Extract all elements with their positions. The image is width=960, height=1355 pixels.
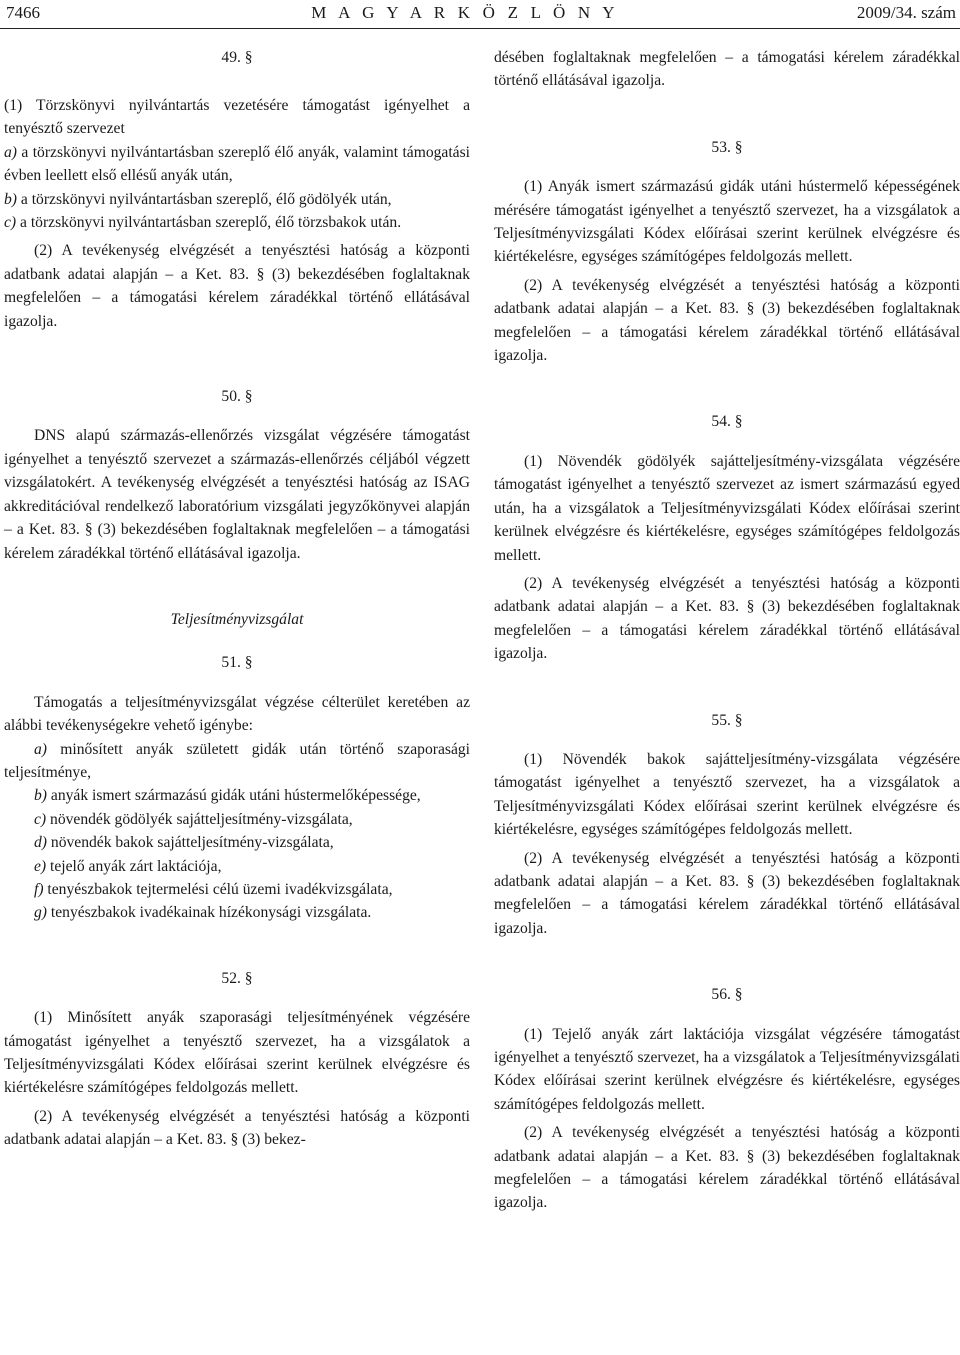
issue-number: 2009/34. szám bbox=[856, 3, 956, 22]
page-number: 7466 bbox=[6, 3, 40, 22]
item-marker: c) bbox=[34, 810, 47, 828]
section-53-title: 53. § bbox=[711, 138, 743, 156]
subheading-teljesitmenyvizsgalat: Teljesítményvizsgálat bbox=[170, 610, 304, 628]
header-rule bbox=[0, 28, 960, 29]
section-50-paragraph: DNS alapú származás-ellenőrzés vizsgálat végzésére támogatást igényelhet a tenyésztő szervezet a származás-ellenőrzés céljából végzett vizsgálatokért. A tevékenység elvégzését a tenyésztési hatóság az ISAG akkreditációval rendelkező laboratórium vizsgálati jegyzőkönyvei alapján – a Ket. 83. § (3) bekezdésében foglaltaknak megfelelően – a támogatási kérelem záradékkal történő ellátásával igazolja. bbox=[4, 427, 470, 562]
section-49-paragraph-1: (1) Törzskönyvi nyilvántartás vezetésére támogatást igényelhet a tenyésztő szervezet bbox=[4, 97, 470, 138]
section-56-paragraph-2: (2) A tevékenység elvégzését a tenyésztési hatóság a központi adatbank adatai alapján – a Ket. 83. § (3) bekezdésében foglaltaknak megfelelően – a támogatási kérelem záradékkal történő ellátásával igazolja. bbox=[494, 1124, 960, 1212]
section-55-title: 55. § bbox=[711, 711, 743, 729]
item-text: a törzskönyvi nyilvántartásban szereplő élő anyák, valamint támogatási évben leellett első ellésű anyák után, bbox=[4, 143, 470, 185]
section-52-paragraph-1: (1) Minősített anyák szaporasági teljesítményének végzésére támogatást igényelhet a tenyésztő szervezet, ha a vizsgálatok a Teljesítményvizsgálati Kódex előírásai szerint kerülnek elvégzésre és kiértékelésre számítógépes feldolgozás mellett. bbox=[4, 1009, 470, 1097]
section-51-item bbox=[4, 855, 470, 878]
section-51-item bbox=[4, 901, 470, 924]
item-text: a törzskönyvi nyilvántartásban szereplő, élő törzsbakok után. bbox=[16, 214, 402, 232]
item-text: növendék bakok sajátteljesítmény-vizsgálata, bbox=[47, 834, 334, 852]
section-51-item bbox=[4, 878, 470, 901]
section-51-item bbox=[4, 808, 470, 831]
item-marker: a) bbox=[4, 143, 17, 161]
section-49-title: 49. § bbox=[221, 49, 253, 66]
item-marker: d) bbox=[34, 834, 47, 852]
item-text: növendék gödölyék sajátteljesítmény-vizsgálata, bbox=[46, 810, 353, 828]
section-55-paragraph-2: (2) A tevékenység elvégzését a tenyésztési hatóság a központi adatbank adatai alapján – a Ket. 83. § (3) bekezdésében foglaltaknak megfelelően – a támogatási kérelem záradékkal történő ellátásával igazolja. bbox=[494, 849, 960, 937]
publication-title: M A G Y A R K Ö Z L Ö N Y bbox=[311, 3, 619, 22]
item-text: tejelő anyák zárt laktációja, bbox=[46, 857, 222, 875]
right-column bbox=[494, 46, 960, 1215]
section-51-title: 51. § bbox=[221, 654, 253, 672]
section-55-paragraph-1: (1) Növendék bakok sajátteljesítmény-vizsgálata végzésére támogatást igényelhet a tenyésztő szervezet, ha a vizsgálatok a Teljesítményvizsgálati Kódex előírásai szerint kerülnek elvégzésre és kiértékelésre, egységes számítógépes feldolgozás mellett. bbox=[494, 750, 960, 839]
item-marker: a) bbox=[34, 740, 47, 758]
section-54-paragraph-2: (2) A tevékenység elvégzését a tenyésztési hatóság a központi adatbank adatai alapján – a Ket. 83. § (3) bekezdésében foglaltaknak megfelelően – a támogatási kérelem záradékkal történő ellátásával igazolja. bbox=[494, 574, 960, 663]
section-56-title: 56. § bbox=[711, 986, 743, 1004]
item-marker: c) bbox=[4, 214, 17, 232]
section-52-paragraph-2: (2) A tevékenység elvégzését a tenyésztési hatóság a központi adatbank adatai alapján – a Ket. 83. § (3) bekez- bbox=[4, 1107, 470, 1149]
item-marker: g) bbox=[34, 904, 47, 922]
section-52-title: 52. § bbox=[221, 969, 253, 987]
item-text: a törzskönyvi nyilvántartásban szereplő, élő gödölyék után, bbox=[17, 190, 392, 208]
page-header bbox=[0, 0, 960, 26]
item-marker: b) bbox=[34, 787, 47, 805]
item-text: tenyészbakok ivadékainak hízékonysági vizsgálata. bbox=[47, 904, 372, 922]
item-marker: f) bbox=[34, 880, 44, 898]
section-52-paragraph-2-continued: désében foglaltaknak megfelelően – a támogatási kérelem záradékkal történő ellátásával igazolja. bbox=[494, 49, 960, 90]
section-54-title: 54. § bbox=[711, 413, 743, 431]
section-51-item bbox=[4, 784, 470, 807]
item-text: anyák ismert származású gidák utáni hústermelőképessége, bbox=[47, 787, 421, 805]
section-51-item bbox=[4, 831, 470, 854]
section-49-item-b bbox=[4, 188, 470, 211]
left-column bbox=[4, 46, 470, 1152]
section-51-intro: Támogatás a teljesítményvizsgálat végzése célterület keretében az alábbi tevékenységekre vehető igénybe: bbox=[4, 693, 470, 735]
item-marker: e) bbox=[34, 857, 47, 875]
item-text: tenyészbakok tejtermelési célú üzemi ivadékvizsgálata, bbox=[43, 880, 393, 898]
section-49-item-c bbox=[4, 211, 470, 234]
item-marker: b) bbox=[4, 190, 17, 208]
section-51-item-list bbox=[4, 738, 470, 925]
section-53-paragraph-1: (1) Anyák ismert származású gidák utáni hústermelő képességének mérésére támogatást igényelhet a tenyésztő szervezet, ha a vizsgálatok a Teljesítményvizsgálati Kódex előírásai szerint kerülnek elvégzésre és kiértékelésre, egységes számítógépes feldolgozás mellett. bbox=[494, 178, 960, 266]
item-text: minősített anyák született gidák után történő szaporasági teljesítménye, bbox=[4, 740, 470, 781]
section-51-item bbox=[4, 738, 470, 785]
section-53-paragraph-2: (2) A tevékenység elvégzését a tenyésztési hatóság a központi adatbank adatai alapján – a Ket. 83. § (3) bekezdésében foglaltaknak megfelelően – a támogatási kérelem záradékkal történő ellátásával igazolja. bbox=[494, 276, 960, 365]
section-56-paragraph-1: (1) Tejelő anyák zárt laktációja vizsgálat végzésére támogatást igényelhet a tenyésztő szervezet, ha a vizsgálatok a Teljesítményvizsgálati Kódex előírásai szerint kerülnek elvégzésre és kiértékelésre, egységes számítógépes feldolgozás mellett. bbox=[494, 1025, 960, 1113]
section-49-paragraph-2: (2) A tevékenység elvégzését a tenyésztési hatóság a központi adatbank adatai alapján – a Ket. 83. § (3) bekezdésében foglaltaknak megfelelően – a támogatási kérelem záradékkal történő ellátásával igazolja. bbox=[4, 242, 470, 330]
section-50-title: 50. § bbox=[221, 388, 253, 406]
section-49-item-a bbox=[4, 141, 470, 188]
section-54-paragraph-1: (1) Növendék gödölyék sajátteljesítmény-vizsgálata végzésére támogatást igényelhet a tenyésztő szervezet az ismert származású egyed után, ha a vizsgálatok a Teljesítményvizsgálati Kódex előírásai szerint kerülnek elvégzésre és kiértékelésre, egységes számítógépes feldolgozás mellett. bbox=[494, 452, 960, 564]
